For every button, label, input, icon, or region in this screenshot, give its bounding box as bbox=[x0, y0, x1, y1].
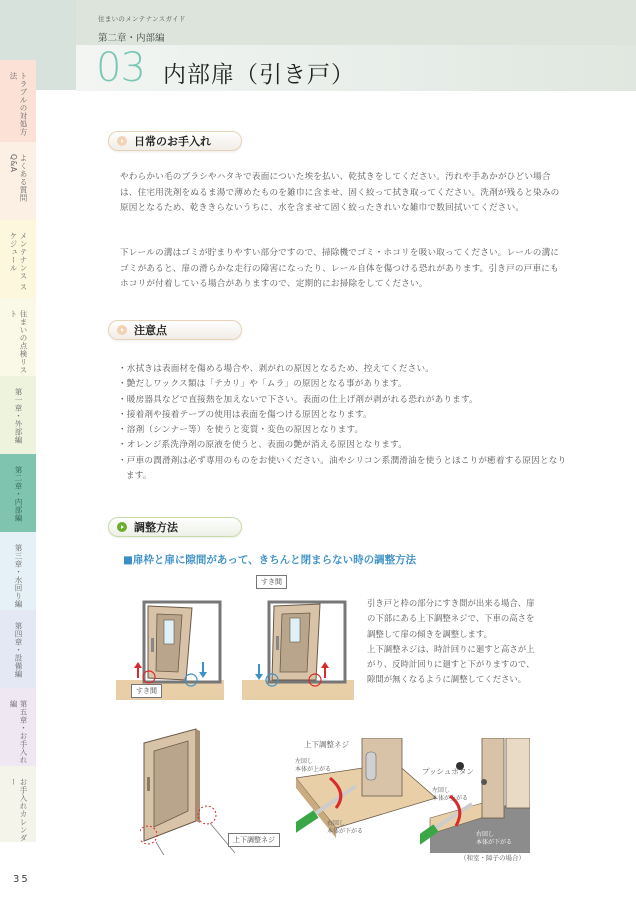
side-tab-label: お手入れカレンダー bbox=[9, 778, 28, 842]
text-line: 調整して扉の傾きを調整します。 bbox=[367, 628, 492, 639]
daily-care-paragraph-1: やわらかい毛のブラシやハタキで表面についた埃を払い、乾拭きをしてください。汚れや手あかがひどい場合は、住宅用洗剤をぬるま湯で薄めたものを雑巾に含ませ、固く絞って拭き取ってください。洗剤が残ると染みの原因となるため、乾ききらないうちに、水を含ませて固く絞ったきれいな雑巾で数回拭いてください。 bbox=[120, 172, 560, 213]
push-button-label: プッシュボタン bbox=[422, 767, 474, 776]
adjust-screw-detail-label: 上下調整ネジ bbox=[304, 740, 349, 749]
gap-label-top: すき間 bbox=[256, 575, 287, 589]
list-item: ・ 水拭きは表面材を傷める場合や、剥がれの原因となるため、控えてください。 bbox=[118, 362, 568, 377]
side-tab-label: 第五章・お手入れ編 bbox=[9, 700, 28, 764]
side-tab-chapter4-equipment[interactable] bbox=[0, 610, 36, 688]
text-line: がり、反時計回りに廻すと下がりますので、 bbox=[367, 659, 535, 670]
screwdriver-adjust-illustration bbox=[296, 738, 436, 850]
play-bullet-icon bbox=[117, 522, 127, 532]
text-line: 引き戸と枠の部分にすき間が出来る場合、扉 bbox=[367, 598, 535, 608]
side-tab-inspection-list[interactable] bbox=[0, 298, 36, 376]
guide-title: 住まいのメンテナンスガイド bbox=[98, 15, 186, 23]
title-band bbox=[76, 45, 636, 91]
side-tab-maintenance-schedule[interactable] bbox=[0, 220, 36, 298]
right-turn-label bbox=[327, 820, 363, 836]
body-up-text: 本体が上がる bbox=[432, 795, 469, 802]
chapter-label: 第二章・内部編 bbox=[98, 33, 165, 44]
left-turn-text: 左回し bbox=[432, 787, 451, 794]
side-tab-faq[interactable] bbox=[0, 142, 36, 220]
section-title: 注意点 bbox=[134, 324, 167, 337]
text-line: 隙間が無くなるように調整してください。 bbox=[367, 674, 527, 685]
header-band bbox=[0, 0, 636, 45]
play-bullet-icon bbox=[117, 136, 127, 146]
list-item: ・ 暖房器具などで直接熱を加えないで下さい。表面の仕上げ剤が剥がれる恐れがあります。 bbox=[118, 393, 568, 408]
body-up-text: 本体が上がる bbox=[295, 766, 332, 773]
left-turn-label-2 bbox=[432, 787, 468, 803]
adjustment-description bbox=[367, 596, 567, 688]
adjustment-subheading: ■扉枠と扉に隙間があって、きちんと閉まらない時の調整方法 bbox=[123, 554, 417, 566]
section-title: 日常のお手入れ bbox=[134, 135, 211, 148]
left-turn-text: 左回し bbox=[295, 758, 314, 765]
gap-label-bottom: すき間 bbox=[131, 684, 162, 698]
side-tab-care-calendar[interactable] bbox=[0, 766, 36, 842]
side-tab-label: メンテナンス スケジュール bbox=[9, 232, 28, 291]
side-tab-label: よくある質問Q&A bbox=[9, 154, 28, 202]
list-item: ・ 溶剤（シンナー等）を使うと変質・変色の原因となります。 bbox=[118, 423, 568, 438]
list-item: ・ 接着剤や接着テープの使用は表面を傷つける原因となります。 bbox=[118, 408, 568, 423]
daily-care-paragraph-2: 下レールの溝はゴミが貯まりやすい部分ですので、掃除機でゴミ・ホコリを吸い取ってください。レールの溝にゴミがあると、扉の滑らかな走行の障害になったり、レール自体を傷つける恐れがあります。引き戸の戸車にもホコリが付着している場合がありますので、定期的にお掃除をしてください。 bbox=[120, 248, 560, 289]
body-down-text: 本体が下がる bbox=[327, 828, 364, 835]
side-tab-chapter2-interior[interactable] bbox=[0, 454, 36, 532]
side-tab-label: トラブルの対処方法 bbox=[9, 72, 28, 136]
section-heading-adjustment bbox=[108, 517, 242, 537]
side-tab-chapter3-water[interactable] bbox=[0, 532, 36, 610]
illustration-caption: （和室・障子の場合） bbox=[460, 854, 525, 862]
page-number: 35 bbox=[13, 874, 30, 885]
side-tab-nav bbox=[0, 60, 36, 842]
side-tab-label: 住まいの点検リスト bbox=[9, 310, 28, 374]
section-number: 03 bbox=[96, 45, 145, 91]
play-bullet-icon bbox=[117, 325, 127, 335]
right-turn-text: 右回し bbox=[327, 820, 346, 827]
body-down-text: 本体が下がる bbox=[476, 839, 513, 846]
side-tab-chapter5-care[interactable] bbox=[0, 688, 36, 766]
list-item: ・ 艶だしワックス類は「テカリ」や「ムラ」の原因となる事があります。 bbox=[118, 377, 568, 392]
side-tab-label: 第二章・内部編 bbox=[14, 466, 23, 522]
cautions-list bbox=[118, 362, 568, 484]
side-tab-label: 第一章・外部編 bbox=[14, 388, 23, 444]
left-turn-label bbox=[295, 758, 331, 774]
right-turn-text: 右回し bbox=[476, 831, 495, 838]
text-line: の下部にある上下調整ネジで、下車の高さを bbox=[367, 613, 535, 624]
page-title: 内部扉（引き戸） bbox=[163, 62, 355, 88]
side-tab-chapter1-exterior[interactable] bbox=[0, 376, 36, 454]
list-item: ・ オレンジ系洗浄剤の原液を使うと、表面の艶が消える原因となります。 bbox=[118, 438, 568, 453]
door-gap-illustration bbox=[112, 580, 358, 700]
side-tab-label: 第三章・水回り編 bbox=[14, 544, 23, 608]
section-heading-cautions bbox=[108, 320, 242, 340]
section-heading-daily-care bbox=[108, 131, 242, 151]
text-line: 上下調整ネジは、時計回りに廻すと高さが上 bbox=[367, 643, 535, 654]
side-tab-label: 第四章・設備編 bbox=[14, 622, 23, 678]
adjust-screw-label: 上下調整ネジ bbox=[228, 833, 280, 847]
right-turn-label-2 bbox=[476, 831, 512, 847]
list-item: ・ 戸車の潤滑剤は必ず専用のものをお使いください。油やシリコン系潤滑油を使うとほこりが癒着する原因となります。 bbox=[118, 454, 568, 485]
section-title: 調整方法 bbox=[134, 521, 178, 534]
side-tab-troubleshooting[interactable] bbox=[0, 60, 36, 142]
